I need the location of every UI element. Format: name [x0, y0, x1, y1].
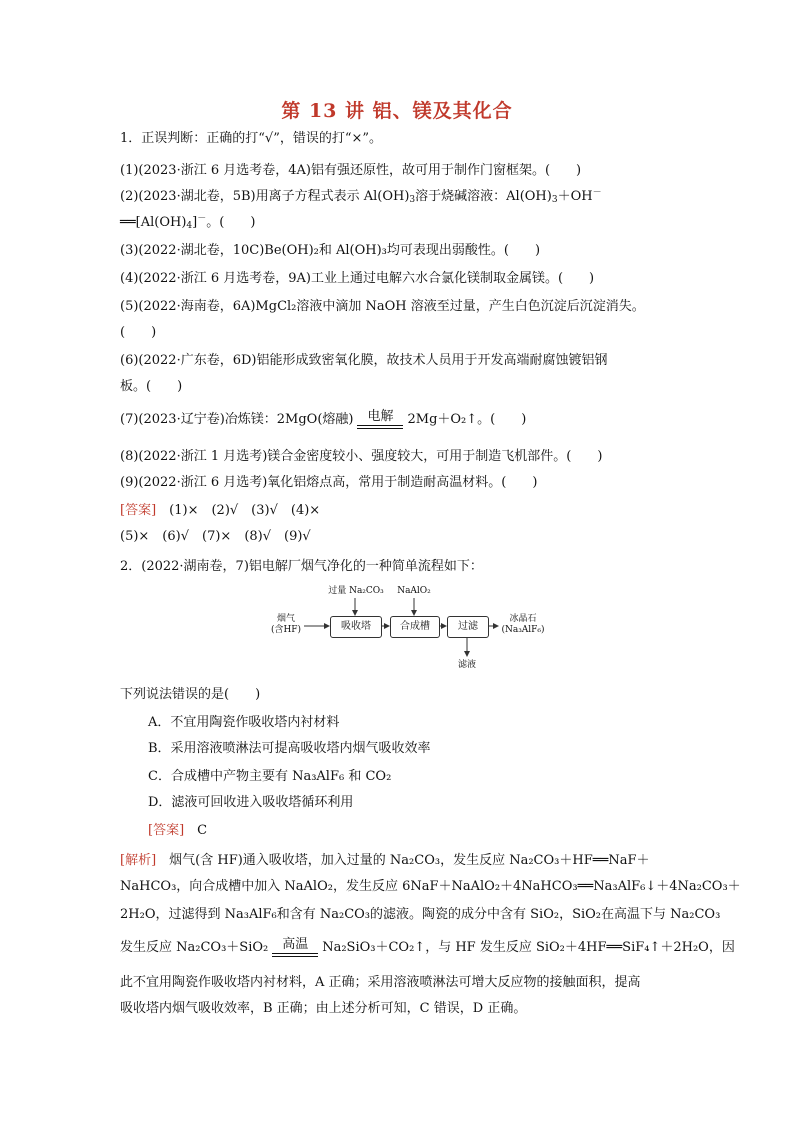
q2-analysis-line-1: [解析] 烟气(含 HF)通入吸收塔，加入过量的 Na₂CO₃，发生反应 Na₂CO₃＋HF══NaF＋: [120, 853, 650, 868]
q1-item-5: (5)(2022·海南卷，6A)MgCl₂溶液中滴加 NaOH 溶液至过量，产生白色沉淀后沉淀消失。: [120, 299, 645, 314]
q1-item-6: (6)(2022·广东卷，6D)铝能形成致密氧化膜，故技术人员用于开发高端耐腐蚀镀铝钢: [120, 353, 608, 368]
q1-item-3: (3)(2022·湖北卷，10C)Be(OH)₂和 Al(OH)₃均可表现出弱酸性。( ): [120, 243, 541, 258]
flow-add2: NaAlO₂: [397, 586, 431, 596]
q1-item-6-cont: 板。( ): [120, 379, 183, 394]
page-title: 第 13 讲 铝、镁及其化合: [281, 100, 513, 122]
q1-item-5-cont: ( ): [120, 325, 157, 340]
q2-analysis-line-2: NaHCO₃，向合成槽中加入 NaAlO₂，发生反应 6NaF＋NaAlO₂＋4NaHCO₃══Na₃AlF₆↓＋4Na₂CO₃＋: [120, 879, 741, 894]
q2-option-b: B．采用溶液喷淋法可提高吸收塔内烟气吸收效率: [148, 741, 431, 756]
flow-input: 烟气 (含HF): [270, 614, 302, 635]
q2-option-a: A．不宜用陶瓷作吸收塔内衬材料: [148, 715, 340, 730]
flow-output: 冰晶石 (Na₃AlF₆): [501, 614, 545, 635]
process-flow-diagram: [270, 584, 570, 684]
q2-option-d: D．滤液可回收进入吸收塔循环利用: [148, 795, 354, 810]
reaction-condition: 高温: [272, 938, 318, 957]
q1-item-2-cont: $══[Al(OH)_4]^-$。( ): [120, 213, 256, 231]
flow-box-filter: 过滤: [447, 616, 489, 638]
q1-item-7: (7)(2023·辽宁卷)冶炼镁：2MgO(熔融) 电解 2Mg＋O₂↑。( ): [120, 409, 527, 427]
answer-tag: [答案]: [148, 823, 185, 838]
q1-answer-cont: (5)× (6)√ (7)× (8)√ (9)√: [120, 529, 311, 544]
q1-item-9: (9)(2022·浙江 6 月选考)氧化铝熔点高，常用于制造耐高温材料。( ): [120, 475, 538, 490]
q2-question: 下列说法错误的是( ): [120, 687, 261, 702]
q1-item-2: (2)(2023·湖北卷，5B)用离子方程式表示 $Al(OH)_3$溶于烧碱溶液：$Al(OH)_3+OH^-$: [120, 187, 602, 205]
q1-item-1: (1)(2023·浙江 6 月选考卷，4A)铝有强还原性，故可用于制作门窗框架。( ): [120, 163, 582, 178]
flow-waste: 滤液: [457, 660, 476, 670]
flow-add1: 过量 Na₂CO₃: [328, 586, 384, 596]
q2-analysis-line-6: 吸收塔内烟气吸收效率，B 正确；由上述分析可知，C 错误，D 正确。: [120, 1001, 527, 1016]
q1-intro: 1．正误判断：正确的打“√”，错误的打“×”。: [120, 131, 383, 146]
analysis-tag: [解析]: [120, 853, 157, 868]
q2-analysis-line-3: 2H₂O，过滤得到 Na₃AlF₆和含有 Na₂CO₃的滤液。陶瓷的成分中含有 SiO₂，SiO₂在高温下与 Na₂CO₃: [120, 907, 721, 922]
q1-item-8: (8)(2022·浙江 1 月选考)镁合金密度较小、强度较大，可用于制造飞机部件。( ): [120, 449, 603, 464]
q2-analysis-line-4: 发生反应 Na₂CO₃＋SiO₂ 高温 Na₂SiO₃＋CO₂↑，与 HF 发生反应 SiO₂＋4HF══SiF₄↑＋2H₂O，因: [120, 937, 735, 955]
answer-tag: [答案]: [120, 503, 157, 518]
reaction-condition: 电解: [357, 410, 403, 429]
q2-answer: [答案] C: [148, 823, 208, 838]
q1-item-4: (4)(2022·浙江 6 月选考卷，9A)工业上通过电解六水合氯化镁制取金属镁。( ): [120, 271, 595, 286]
q2-analysis-line-5: 此不宜用陶瓷作吸收塔内衬材料，A 正确；采用溶液喷淋法可增大反应物的接触面积，提高: [120, 975, 641, 990]
q1-answer: [答案] (1)× (2)√ (3)√ (4)×: [120, 503, 321, 518]
flow-box-absorber: 吸收塔: [330, 616, 382, 638]
flow-box-synthesis: 合成槽: [390, 616, 440, 638]
q2-option-c: C．合成槽中产物主要有 Na₃AlF₆ 和 CO₂: [148, 769, 392, 784]
q2-intro: 2．(2022·湖南卷，7)铝电解厂烟气净化的一种简单流程如下：: [120, 559, 483, 574]
